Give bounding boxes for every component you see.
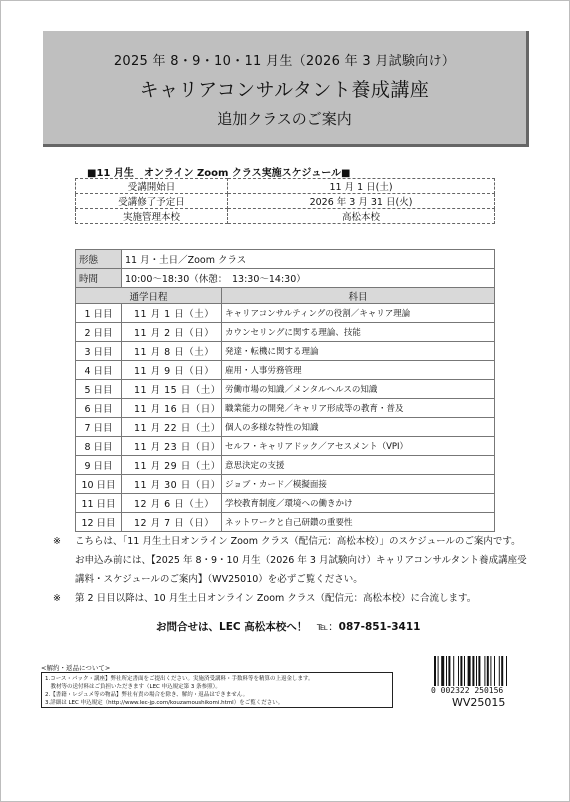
session-subject: 雇用・人事労務管理 <box>222 361 495 380</box>
session-number: 12 日目 <box>76 513 122 532</box>
session-subject: 労働市場の知識／メンタルヘルスの知識 <box>222 380 495 399</box>
barcode-bar <box>490 656 491 686</box>
session-row <box>76 304 495 323</box>
time-label: 時間 <box>76 269 122 288</box>
session-date: 11 月 2 日（日） <box>122 323 222 342</box>
title-banner <box>43 31 529 147</box>
barcode-bar <box>484 656 485 686</box>
session-number: 9 日目 <box>76 456 122 475</box>
session-date: 11 月 29 日（土） <box>122 456 222 475</box>
banner-title: キャリアコンサルタント養成講座 <box>139 79 430 101</box>
session-subject: 職業能力の開発／キャリア形成等の教育・普及 <box>222 399 495 418</box>
contact-text: お問合せは、LEC 高松本校へ！ <box>156 621 308 633</box>
session-subject: 個人の多様な特性の知識 <box>222 418 495 437</box>
barcode-bar <box>458 656 459 686</box>
session-row <box>76 361 495 380</box>
barcode-image <box>433 656 517 686</box>
session-number: 10 日目 <box>76 475 122 494</box>
barcode-bar <box>448 656 450 686</box>
barcode-bar <box>506 656 507 686</box>
note-2 <box>53 589 543 608</box>
session-number: 5 日目 <box>76 380 122 399</box>
barcode-bar <box>446 656 447 686</box>
barcode-bar <box>453 656 454 686</box>
barcode-number: 0 002322 250156 <box>431 686 504 695</box>
session-number: 6 日目 <box>76 399 122 418</box>
date-header: 通学日程 <box>76 288 222 304</box>
session-date: 12 月 6 日（土） <box>122 494 222 513</box>
notes <box>53 532 543 608</box>
info-label: 受講修了予定日 <box>76 194 228 209</box>
info-table <box>75 178 495 224</box>
barcode-bar <box>478 656 480 686</box>
note-1 <box>53 532 543 551</box>
session-row <box>76 456 495 475</box>
session-subject: 意思決定の支援 <box>222 456 495 475</box>
barcode-bar <box>476 656 477 686</box>
barcode-bar <box>501 656 503 686</box>
session-number: 4 日目 <box>76 361 122 380</box>
barcode-bar <box>438 656 439 686</box>
note-mark: ※ <box>53 593 61 604</box>
fine-print-line: 1.コース・パック・講座】弊社所定書面をご提出ください。実施済受講料・手数料等を精算の上返金します。 <box>45 676 314 682</box>
note-text: こちらは、「11 月生土日オンライン Zoom クラス（配信元：高松本校）」のスケジュールのご案内です。 <box>75 536 521 547</box>
session-subject: 学校教育制度／環境への働きかけ <box>222 494 495 513</box>
form-value: 11 月・土日／Zoom クラス <box>122 250 495 269</box>
session-subject: セルフ・キャリアドック／アセスメント（VPI） <box>222 437 495 456</box>
session-row <box>76 418 495 437</box>
document-code: WV25015 <box>452 696 506 709</box>
session-row <box>76 323 495 342</box>
session-date: 11 月 22 日（土） <box>122 418 222 437</box>
session-date: 11 月 9 日（日） <box>122 361 222 380</box>
session-date: 11 月 8 日（土） <box>122 342 222 361</box>
fine-print-box <box>41 672 393 708</box>
session-date: 11 月 23 日（日） <box>122 437 222 456</box>
fine-print-line: 2.【書籍・レジュメ等の物品】弊社有責の場合を除き、解約・返品はできません。 <box>45 692 249 698</box>
session-number: 1 日目 <box>76 304 122 323</box>
session-number: 2 日目 <box>76 323 122 342</box>
fine-print-line: 教材等の送付料はご負担いただきます（LEC 申込規定第 3 条参照）。 <box>45 684 221 690</box>
barcode-bar <box>468 656 471 686</box>
barcode-bar <box>464 656 465 686</box>
barcode-bar <box>460 656 462 686</box>
session-row <box>76 513 495 532</box>
barcode-bar <box>472 656 474 686</box>
note-text: お申込み前には、【2025 年 8・9・10 月生（2026 年 3 月試験向け）キャリアコンサルタント養成講座受 <box>75 555 527 566</box>
session-number: 7 日目 <box>76 418 122 437</box>
banner-subtitle: 2025 年 8・9・10・11 月生（2026 年 3 月試験向け） <box>113 54 456 69</box>
session-subject: 発達・転機に関する理論 <box>222 342 495 361</box>
form-row <box>76 250 495 269</box>
session-date: 11 月 1 日（土） <box>122 304 222 323</box>
fine-print-line: 3.詳細は LEC 申込規定（http://www.lec-jp.com/kouzamoushikomi.html）をご覧ください。 <box>45 700 284 706</box>
barcode-bar <box>487 656 489 686</box>
phone-icon: ℡： <box>316 621 339 633</box>
time-row <box>76 269 495 288</box>
session-row <box>76 437 495 456</box>
session-number: 8 日目 <box>76 437 122 456</box>
info-value: 11 月 1 日(土) <box>228 179 495 194</box>
session-row <box>76 342 495 361</box>
session-number: 11 日目 <box>76 494 122 513</box>
session-date: 11 月 16 日（日） <box>122 399 222 418</box>
info-row <box>76 179 495 194</box>
info-row <box>76 194 495 209</box>
time-value: 10:00～18:30（休憩： 13:30～14:30） <box>122 269 495 288</box>
phone-number: 087-851-3411 <box>338 621 421 633</box>
barcode-bar <box>494 656 495 686</box>
note-text: 講料・スケジュールのご案内】（WV25010）を必ずご覧ください。 <box>75 574 363 585</box>
note-mark: ※ <box>53 536 61 547</box>
info-row <box>76 209 495 224</box>
session-subject: カウンセリングに関する理論、技能 <box>222 323 495 342</box>
barcode-bar <box>434 656 436 686</box>
fine-print-title: <解約・返品について> <box>41 664 111 672</box>
session-subject: ネットワークと自己研鑽の重要性 <box>222 513 495 532</box>
session-subject: キャリアコンサルティングの役割／キャリア理論 <box>222 304 495 323</box>
info-label: 受講開始日 <box>76 179 228 194</box>
session-date: 11 月 15 日（土） <box>122 380 222 399</box>
form-label: 形態 <box>76 250 122 269</box>
session-date: 11 月 30 日（日） <box>122 475 222 494</box>
session-subject: ジョブ・カード／模擬面接 <box>222 475 495 494</box>
session-date: 12 月 7 日（日） <box>122 513 222 532</box>
header-row <box>76 288 495 304</box>
info-value: 2026 年 3 月 31 日(火) <box>228 194 495 209</box>
session-row <box>76 475 495 494</box>
contact-line <box>156 619 420 634</box>
barcode-bar <box>499 656 500 686</box>
schedule-title: ■11 月生 オンライン Zoom クラス実施スケジュール■ <box>87 168 351 179</box>
session-row <box>76 494 495 513</box>
info-value: 高松本校 <box>228 209 495 224</box>
subject-header: 科目 <box>222 288 495 304</box>
info-label: 実施管理本校 <box>76 209 228 224</box>
schedule-table <box>75 249 495 532</box>
banner-caption: 追加クラスのご案内 <box>217 110 352 128</box>
session-number: 3 日目 <box>76 342 122 361</box>
barcode-bar <box>441 656 444 686</box>
session-row <box>76 380 495 399</box>
note-text: 第 2 日目以降は、10 月生土日オンライン Zoom クラス（配信元：高松本校）に合流します。 <box>75 593 477 604</box>
session-row <box>76 399 495 418</box>
